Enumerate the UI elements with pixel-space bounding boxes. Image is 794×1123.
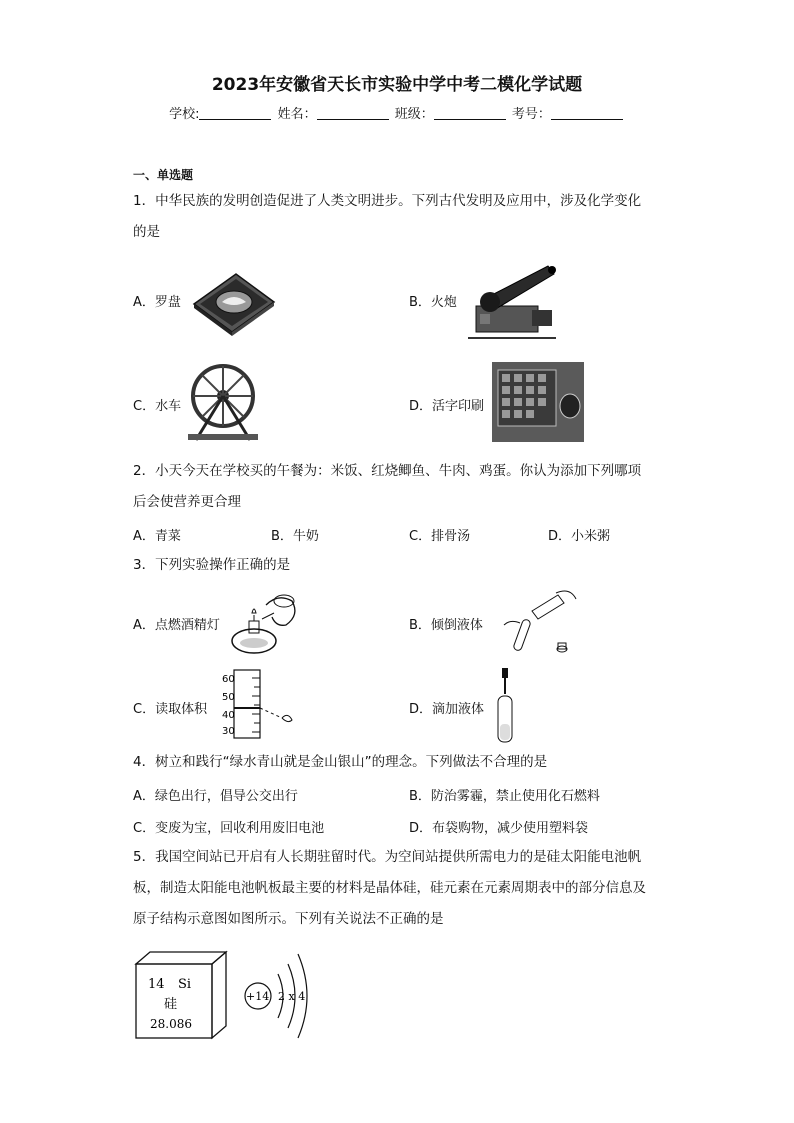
- number-label: 考号：: [511, 107, 551, 122]
- q5-stem-line1: 5．我国空间站已开启有人长期驻留时代。为空间站提供所需电力的是硅太阳能电池帆: [133, 849, 642, 865]
- tick-50: 50: [222, 692, 235, 703]
- periodic-element-cell: [134, 950, 230, 1040]
- q1-option-a[interactable]: A．罗盘: [133, 295, 181, 310]
- q2-option-c[interactable]: C．排骨汤: [409, 529, 471, 544]
- waterwheel-image: [186, 362, 260, 442]
- element-name: 硅: [164, 997, 178, 1012]
- dropper-image: [492, 668, 522, 746]
- school-label: 学校:: [169, 107, 200, 122]
- school-blank[interactable]: [199, 106, 271, 120]
- q1-stem-line1: 1．中华民族的发明创造促进了人类文明进步。下列古代发明及应用中，涉及化学变化: [133, 193, 642, 209]
- q4-option-a[interactable]: A．绿色出行，倡导公交出行: [133, 789, 298, 804]
- q3-option-c[interactable]: C．读取体积: [133, 702, 208, 717]
- q2-option-a[interactable]: A．青菜: [133, 529, 181, 544]
- number-blank[interactable]: [551, 106, 623, 120]
- q2-option-b[interactable]: B．牛奶: [271, 529, 319, 544]
- element-symbol: Si: [178, 977, 192, 992]
- nucleus-charge: +14: [246, 990, 270, 1003]
- compass-image: [188, 264, 278, 336]
- graduated-cylinder-image: [216, 668, 306, 740]
- tick-40: 40: [222, 710, 235, 721]
- atomic-structure-diagram: [240, 948, 320, 1044]
- q3-option-b[interactable]: B．倾倒液体: [409, 618, 483, 633]
- q4-option-b[interactable]: B．防治雾霾，禁止使用化石燃料: [409, 789, 600, 804]
- q4-option-d[interactable]: D．布袋购物，减少使用塑料袋: [409, 821, 589, 836]
- q1-option-d[interactable]: D．活字印刷: [409, 399, 485, 414]
- cannon-image: [466, 258, 558, 340]
- q3-option-d[interactable]: D．滴加液体: [409, 702, 485, 717]
- q5-stem-line2: 板，制造太阳能电池帆板最主要的材料是晶体硅，硅元素在元素周期表中的部分信息及: [133, 880, 646, 896]
- tick-30: 30: [222, 726, 235, 737]
- movable-type-image: [492, 362, 584, 442]
- q1-option-b[interactable]: B．火炮: [409, 295, 457, 310]
- q2-stem-line2: 后会使营养更合理: [133, 494, 241, 510]
- q1-stem-line2: 的是: [133, 224, 160, 240]
- class-blank[interactable]: [434, 106, 506, 120]
- q5-stem-line3: 原子结构示意图如图所示。下列有关说法不正确的是: [133, 911, 444, 927]
- section-heading: 一、单选题: [133, 168, 194, 182]
- name-blank[interactable]: [317, 106, 389, 120]
- class-label: 班级：: [394, 107, 434, 122]
- q2-stem-line1: 2．小天今天在学校买的午餐为：米饭、红烧鲫鱼、牛肉、鸡蛋。你认为添加下列哪项: [133, 463, 642, 479]
- name-label: 姓名：: [277, 107, 317, 122]
- q3-stem: 3．下列实验操作正确的是: [133, 557, 291, 573]
- atomic-mass: 28.086: [150, 1017, 192, 1031]
- atomic-number: 14: [148, 977, 165, 992]
- q1-option-c[interactable]: C．水车: [133, 399, 182, 414]
- lighting-alcohol-lamp-image: [226, 585, 306, 657]
- electron-shells: 2 x 4: [278, 990, 306, 1003]
- exam-title: 2023年安徽省天长市实验中学中考二模化学试题: [211, 75, 583, 95]
- student-info-line: [0, 103, 794, 122]
- pouring-liquid-image: [496, 585, 580, 657]
- q2-option-d[interactable]: D．小米粥: [548, 529, 611, 544]
- tick-60: 60: [222, 674, 235, 685]
- q4-stem: 4．树立和践行“绿水青山就是金山银山”的理念。下列做法不合理的是: [133, 754, 548, 770]
- q3-option-a[interactable]: A．点燃酒精灯: [133, 618, 220, 633]
- q4-option-c[interactable]: C．变废为宝，回收利用废旧电池: [133, 821, 325, 836]
